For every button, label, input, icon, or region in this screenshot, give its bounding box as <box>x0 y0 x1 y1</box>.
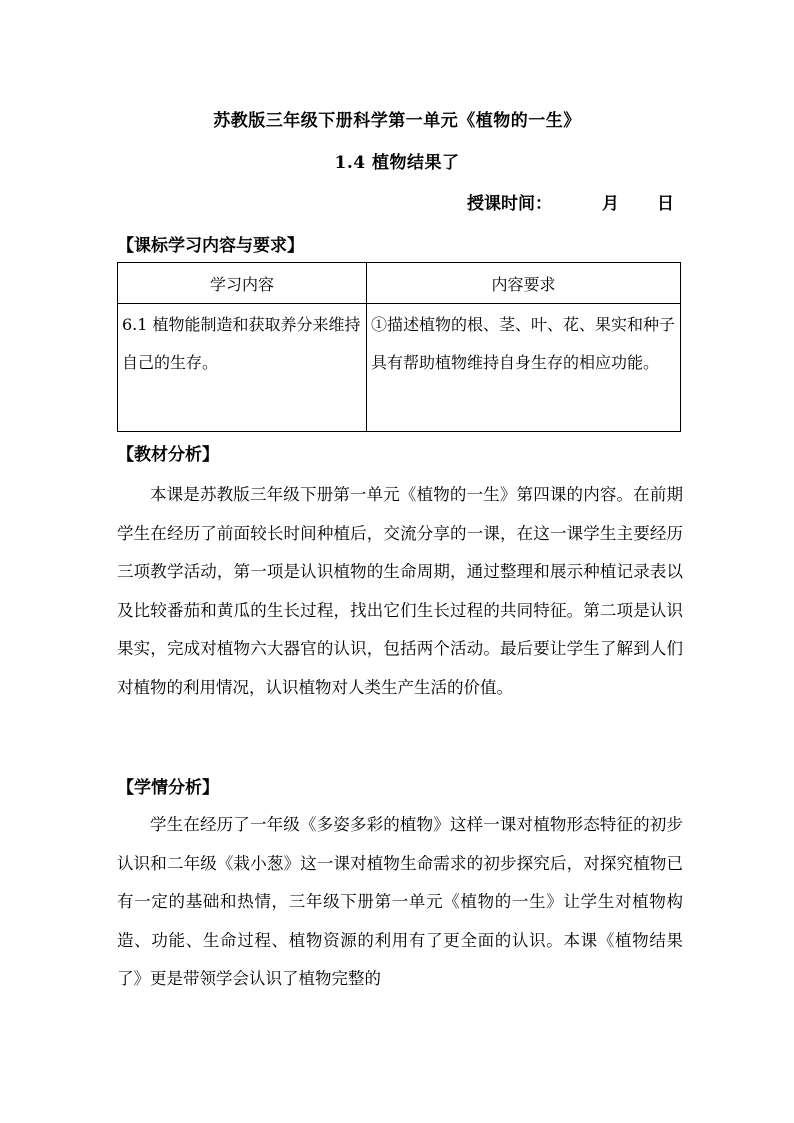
table-row <box>118 304 681 432</box>
table-cell-content: 6.1 植物能制造和获取养分来维持自己的生存。 <box>118 304 367 432</box>
table-header-cell: 内容要求 <box>367 263 681 304</box>
analysis-heading: 【教材分析】 <box>117 445 219 465</box>
table-cell-requirement: ①描述植物的根、茎、叶、花、果实和种子具有帮助植物维持自身生存的相应功能。 <box>367 304 681 432</box>
month-label: 月 <box>602 194 619 214</box>
standards-heading: 【课标学习内容与要求】 <box>117 236 304 256</box>
teaching-time <box>467 189 674 214</box>
learner-heading: 【学情分析】 <box>117 778 219 798</box>
lesson-title: 1.4 植物结果了 <box>334 153 460 173</box>
table-header-row <box>118 263 681 304</box>
learner-paragraph: 学生在经历了一年级《多姿多彩的植物》这样一课对植物形态特征的初步认识和二年级《栽小葱》这一课对植物生命需求的初步探究后，对探究植物已有一定的基础和热情，三年级下册第一单元《植物的一生》让学生对植物构造、功能、生命过程、植物资源的利用有了更全面的认识。本课《植物结果了》更是带领学会认识了植物完整的 <box>117 815 683 988</box>
document-title: 苏教版三年级下册科学第一单元《植物的一生》 <box>213 111 581 131</box>
teaching-time-label: 授课时间： <box>467 194 552 214</box>
day-label: 日 <box>657 194 674 214</box>
table-header-cell: 学习内容 <box>118 263 367 304</box>
analysis-paragraph: 本课是苏教版三年级下册第一单元《植物的一生》第四课的内容。在前期学生在经历了前面较长时间种植后，交流分享的一课，在这一课学生主要经历三项教学活动，第一项是认识植物的生命周期，通过整理和展示种植记录表以及比较番茄和黄瓜的生长过程，找出它们生长过程的共同特征。第二项是认识果实，完成对植物六大器官的认识，包括两个活动。最后要让学生了解到人们对植物的利用情况，认识植物对人类生产生活的价值。 <box>117 485 683 697</box>
standards-table <box>117 262 681 432</box>
